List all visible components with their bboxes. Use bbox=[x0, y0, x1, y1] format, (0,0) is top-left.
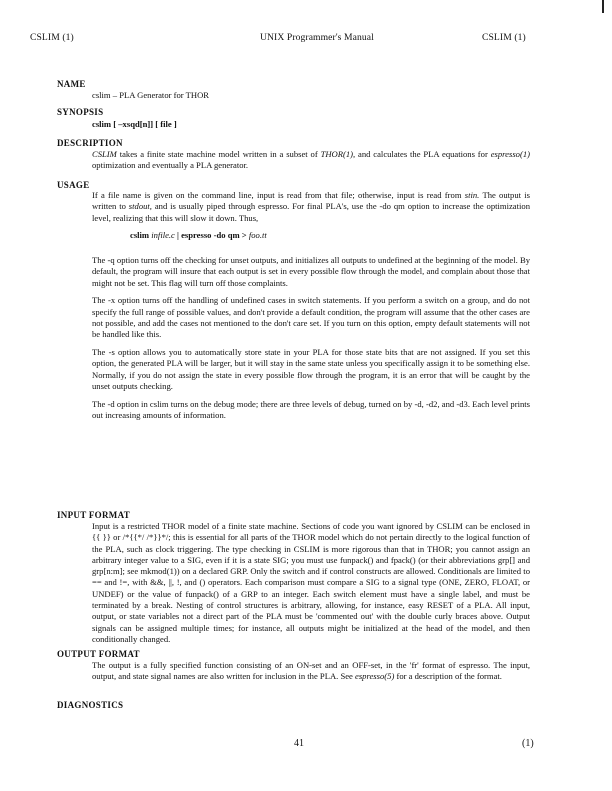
corner-mark bbox=[602, 0, 604, 13]
synopsis-heading: SYNOPSIS bbox=[57, 107, 104, 117]
output-format-ref: espresso(5) bbox=[355, 671, 395, 682]
usage-command: cslim infile.c | espresso -do qm > foo.tt bbox=[130, 229, 267, 240]
usage-paragraph-1: If a file name is given on the command line, input is read from that file; otherwise, input is read from stin. The output is written to stdout, and is usually piped through espresso. For final PLA's, use the -do qm option to increase the optimization level, realizing that this will slow it down. Thus, cslim infile.c | espresso -do qm > foo.tt bbox=[92, 190, 530, 240]
output-format-heading: OUTPUT FORMAT bbox=[57, 649, 140, 659]
header-right: CSLIM (1) bbox=[482, 32, 526, 43]
usage-body bbox=[92, 190, 530, 428]
input-format-heading: INPUT FORMAT bbox=[57, 510, 131, 520]
output-format-text: The output is a fully specified function consisting of an ON-set and an OFF-set, in the 'fr' format of espresso. The input, output, and state signal names are also written for inclusion in the PLA. See espresso(5) for a description of the format. bbox=[92, 660, 530, 682]
page-number: 41 bbox=[294, 738, 304, 749]
description-text: CSLIM takes a finite state machine model written in a subset of THOR(1), and calculates the PLA equations for espresso(1) optimization and eventually a PLA generator. bbox=[92, 149, 530, 171]
header-left: CSLIM (1) bbox=[30, 32, 74, 43]
usage-paragraph-x: The -x option turns off the handling of undefined cases in switch statements. If you perform a switch on a group, and do not specify the full range of possible values, and don't provide a default condition, the program will assume that the other cases are not possible, and add the cases not mentioned to the don't care set. If you turn on this option, empty default statements will not be handled like this. bbox=[92, 295, 530, 340]
name-text: cslim – PLA Generator for THOR bbox=[92, 90, 210, 100]
usage-paragraph-d: The -d option in cslim turns on the debug mode; there are three levels of debug, turned on by -d, -d2, and -d3. Each level prints out increasing amounts of information. bbox=[92, 398, 530, 420]
diagnostics-heading: DIAGNOSTICS bbox=[57, 700, 124, 710]
usage-paragraph-q: The -q option turns off the checking for unset outputs, and initializes all outputs to undefined at the beginning of the model. By default, the program will insure that each output is set in every possible flow through the model, and complain about those that might not be set. This flag will turn off those complaints. bbox=[92, 255, 530, 288]
description-heading: DESCRIPTION bbox=[57, 138, 123, 148]
usage-heading: USAGE bbox=[57, 180, 90, 190]
header-center: UNIX Programmer's Manual bbox=[260, 32, 374, 43]
description-cmd: CSLIM bbox=[92, 149, 117, 159]
footer-right: (1) bbox=[522, 738, 534, 749]
usage-paragraph-s: The -s option allows you to automatically store state in your PLA for those state bits that are not assigned. If you set this option, the generated PLA will be larger, but it will stay in the same state unless you specifically assign it to be something else. Normally, if you do not assign the state in every possible flow through the program, it is an error that will be caught by the unset outputs checking. bbox=[92, 347, 530, 391]
input-format-text: Input is a restricted THOR model of a finite state machine. Sections of code you want ignored by CSLIM can be enclosed in {{ }} or /*{{*/ /*}}*/; this is essential for all parts of the THOR model which do not pertain directly to the logical function of the PLA, such as clock triggering. The type checking in CSLIM is more rigorous than that in THOR; you cannot assign an arbitrary integer value to a SIG, even if it is a state SIG; you must use funpack() and fpack() (or their abbreviations grp[] and grp[n:m]; see mkmod(1)) on a declared GRP. Only the switch and if control constructs are allowed. Conditionals are limited to == and !=, with &&, ||, !, and () operators. Each comparison must compare a SIG to a signal type (ONE, ZERO, FLOAT, or UNDEF) or the value of funpack() of a GRP to an integer. Each switch element must have a single label, and must be terminated by a break. Nesting of control structures is arbitrary, allowing, for instance, easy RESET of a PLA. All input, output, or state variables not a direct part of the PLA must be 'commented out' with the double curly braces above. Output signals can be assigned multiple times; for instance, all outputs might be initialized at the head of the model, and then conditionally changed. bbox=[92, 521, 530, 644]
synopsis-text: cslim [ –xsqd[n]] [ file ] bbox=[92, 119, 177, 129]
name-heading: NAME bbox=[57, 79, 86, 89]
